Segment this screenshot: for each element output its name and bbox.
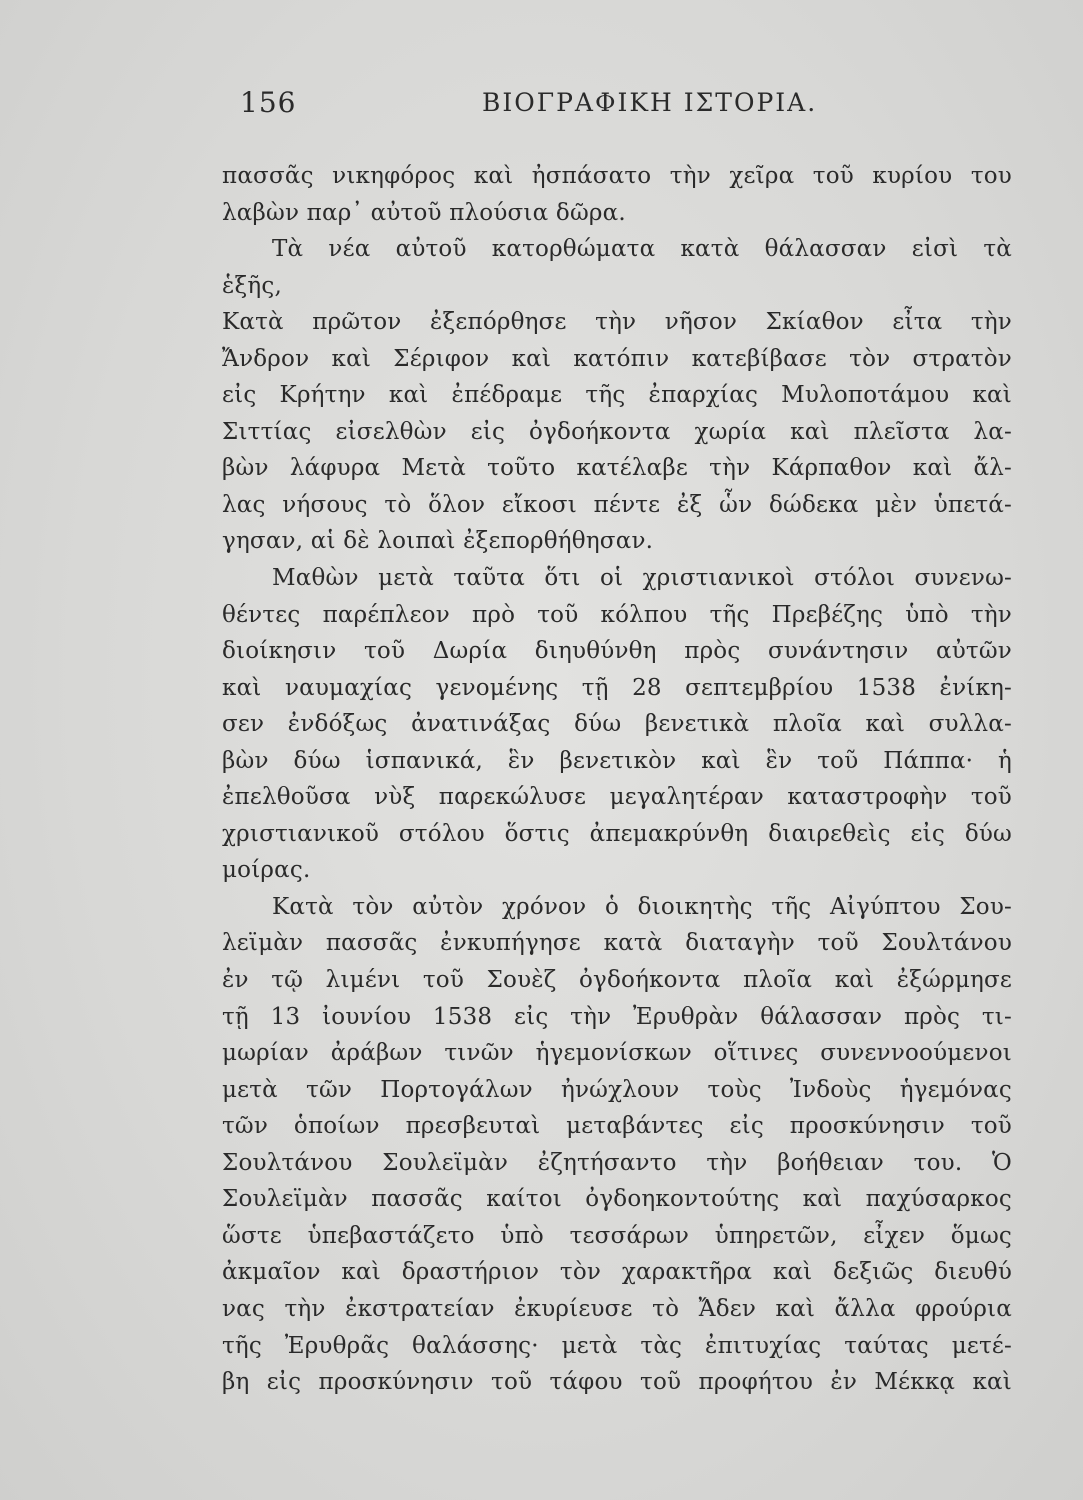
text-line: βὼν λάφυρα Μετὰ τοῦτο κατέλαβε τὴν Κάρπαθον καὶ ἄλ-: [222, 455, 1012, 482]
text-line: καὶ ναυμαχίας γενομένης τῇ 28 σεπτεμβρίου 1538 ἐνίκη-: [222, 674, 1012, 701]
text-line: θέντες παρέπλεον πρὸ τοῦ κόλπου τῆς Πρεβέζης ὑπὸ τὴν: [222, 601, 1012, 628]
text-line: λαβὼν παρ᾽ αὐτοῦ πλούσια δῶρα.: [222, 199, 626, 226]
text-line: βὼν δύω ἱσπανικά, ἓν βενετικὸν καὶ ἓν τοῦ Πάππα· ἡ: [222, 747, 1012, 774]
text-line: Τὰ νέα αὐτοῦ κατορθώματα κατὰ θάλασσαν εἰσὶ τὰ: [272, 236, 1012, 263]
running-title: ΒΙΟΓΡΑΦΙΚΗ ΙΣΤΟΡΙΑ.: [482, 88, 818, 117]
text-line: εἰς Κρήτην καὶ ἐπέδραμε τῆς ἐπαρχίας Μυλοποτάμου καὶ: [222, 382, 1012, 409]
text-line: μετὰ τῶν Πορτογάλων ἠνώχλουν τοὺς Ἰνδοὺς ἡγεμόνας: [222, 1076, 1012, 1103]
page-header: [240, 86, 820, 126]
text-line: ἀκμαῖον καὶ δραστήριον τὸν χαρακτῆρα καὶ δεξιῶς διευθύ: [222, 1259, 1012, 1286]
text-line: τῆς Ἐρυθρᾶς θαλάσσης· μετὰ τὰς ἐπιτυχίας ταύτας μετέ-: [222, 1332, 1012, 1359]
text-line: ὥστε ὑπεβαστάζετο ὑπὸ τεσσάρων ὑπηρετῶν, εἶχεν ὅμως: [222, 1222, 1012, 1249]
text-line: Σουλτάνου Σουλεϊμὰν ἐζητήσαντο τὴν βοήθειαν του. Ὁ: [222, 1149, 1012, 1176]
text-line: Κατὰ τὸν αὐτὸν χρόνον ὁ διοικητὴς τῆς Αἰγύπτου Σου-: [272, 893, 1012, 920]
text-line: μωρίαν ἀράβων τινῶν ἡγεμονίσκων οἵτινες συνεννοούμενοι: [222, 1040, 1012, 1067]
text-line: βη εἰς προσκύνησιν τοῦ τάφου τοῦ προφήτου ἐν Μέκκᾳ καὶ: [222, 1369, 1012, 1396]
text-line: μοίρας.: [222, 857, 311, 884]
text-line: σεν ἐνδόξως ἀνατινάξας δύω βενετικὰ πλοῖα καὶ συλλα-: [222, 711, 1012, 738]
text-line: τῇ 13 ἰουνίου 1538 εἰς τὴν Ἐρυθρὰν θάλασσαν πρὸς τι-: [222, 1003, 1012, 1030]
text-line: ἐπελθοῦσα νὺξ παρεκώλυσε μεγαλητέραν καταστροφὴν τοῦ: [222, 784, 1012, 811]
text-line: λας νήσους τὸ ὅλον εἴκοσι πέντε ἐξ ὧν δώδεκα μὲν ὑπετά-: [222, 491, 1012, 518]
text-line: γησαν, αἱ δὲ λοιπαὶ ἐξεπορθήθησαν.: [222, 528, 654, 555]
body-text: [222, 158, 1012, 1401]
text-line: διοίκησιν τοῦ Δωρία διηυθύνθη πρὸς συνάντησιν αὐτῶν: [222, 638, 1012, 665]
text-line: Σιττίας εἰσελθὼν εἰς ὀγδοήκοντα χωρία καὶ πλεῖστα λα-: [222, 418, 1012, 445]
text-line: Ἄνδρον καὶ Σέριφον καὶ κατόπιν κατεβίβασε τὸν στρατὸν: [222, 345, 1012, 372]
text-line: Σουλεϊμὰν πασσᾶς καίτοι ὀγδοηκοντούτης καὶ παχύσαρκος: [222, 1186, 1012, 1213]
text-line: τῶν ὁποίων πρεσβευταὶ μεταβάντες εἰς προσκύνησιν τοῦ: [222, 1113, 1012, 1140]
text-line: χριστιανικοῦ στόλου ὅστις ἀπεμακρύνθη διαιρεθεὶς εἰς δύω: [222, 820, 1012, 847]
text-line: Κατὰ πρῶτον ἐξεπόρθησε τὴν νῆσον Σκίαθον εἶτα τὴν: [222, 309, 1012, 336]
text-line: λεϊμὰν πασσᾶς ἐνκυπήγησε κατὰ διαταγὴν τοῦ Σουλτάνου: [222, 930, 1012, 957]
text-line: ἐν τῷ λιμένι τοῦ Σουὲζ ὀγδοήκοντα πλοῖα καὶ ἐξώρμησε: [222, 967, 1012, 994]
text-line: Μαθὼν μετὰ ταῦτα ὅτι οἱ χριστιανικοὶ στόλοι συνενω-: [272, 565, 1012, 592]
text-line: νας τὴν ἐκστρατείαν ἐκυρίευσε τὸ Ἄδεν καὶ ἄλλα φρούρια: [222, 1295, 1012, 1322]
text-line: πασσᾶς νικηφόρος καὶ ἠσπάσατο τὴν χεῖρα τοῦ κυρίου του: [222, 163, 1012, 189]
text-line: ἑξῆς,: [222, 272, 282, 299]
page-number: 156: [240, 86, 297, 119]
